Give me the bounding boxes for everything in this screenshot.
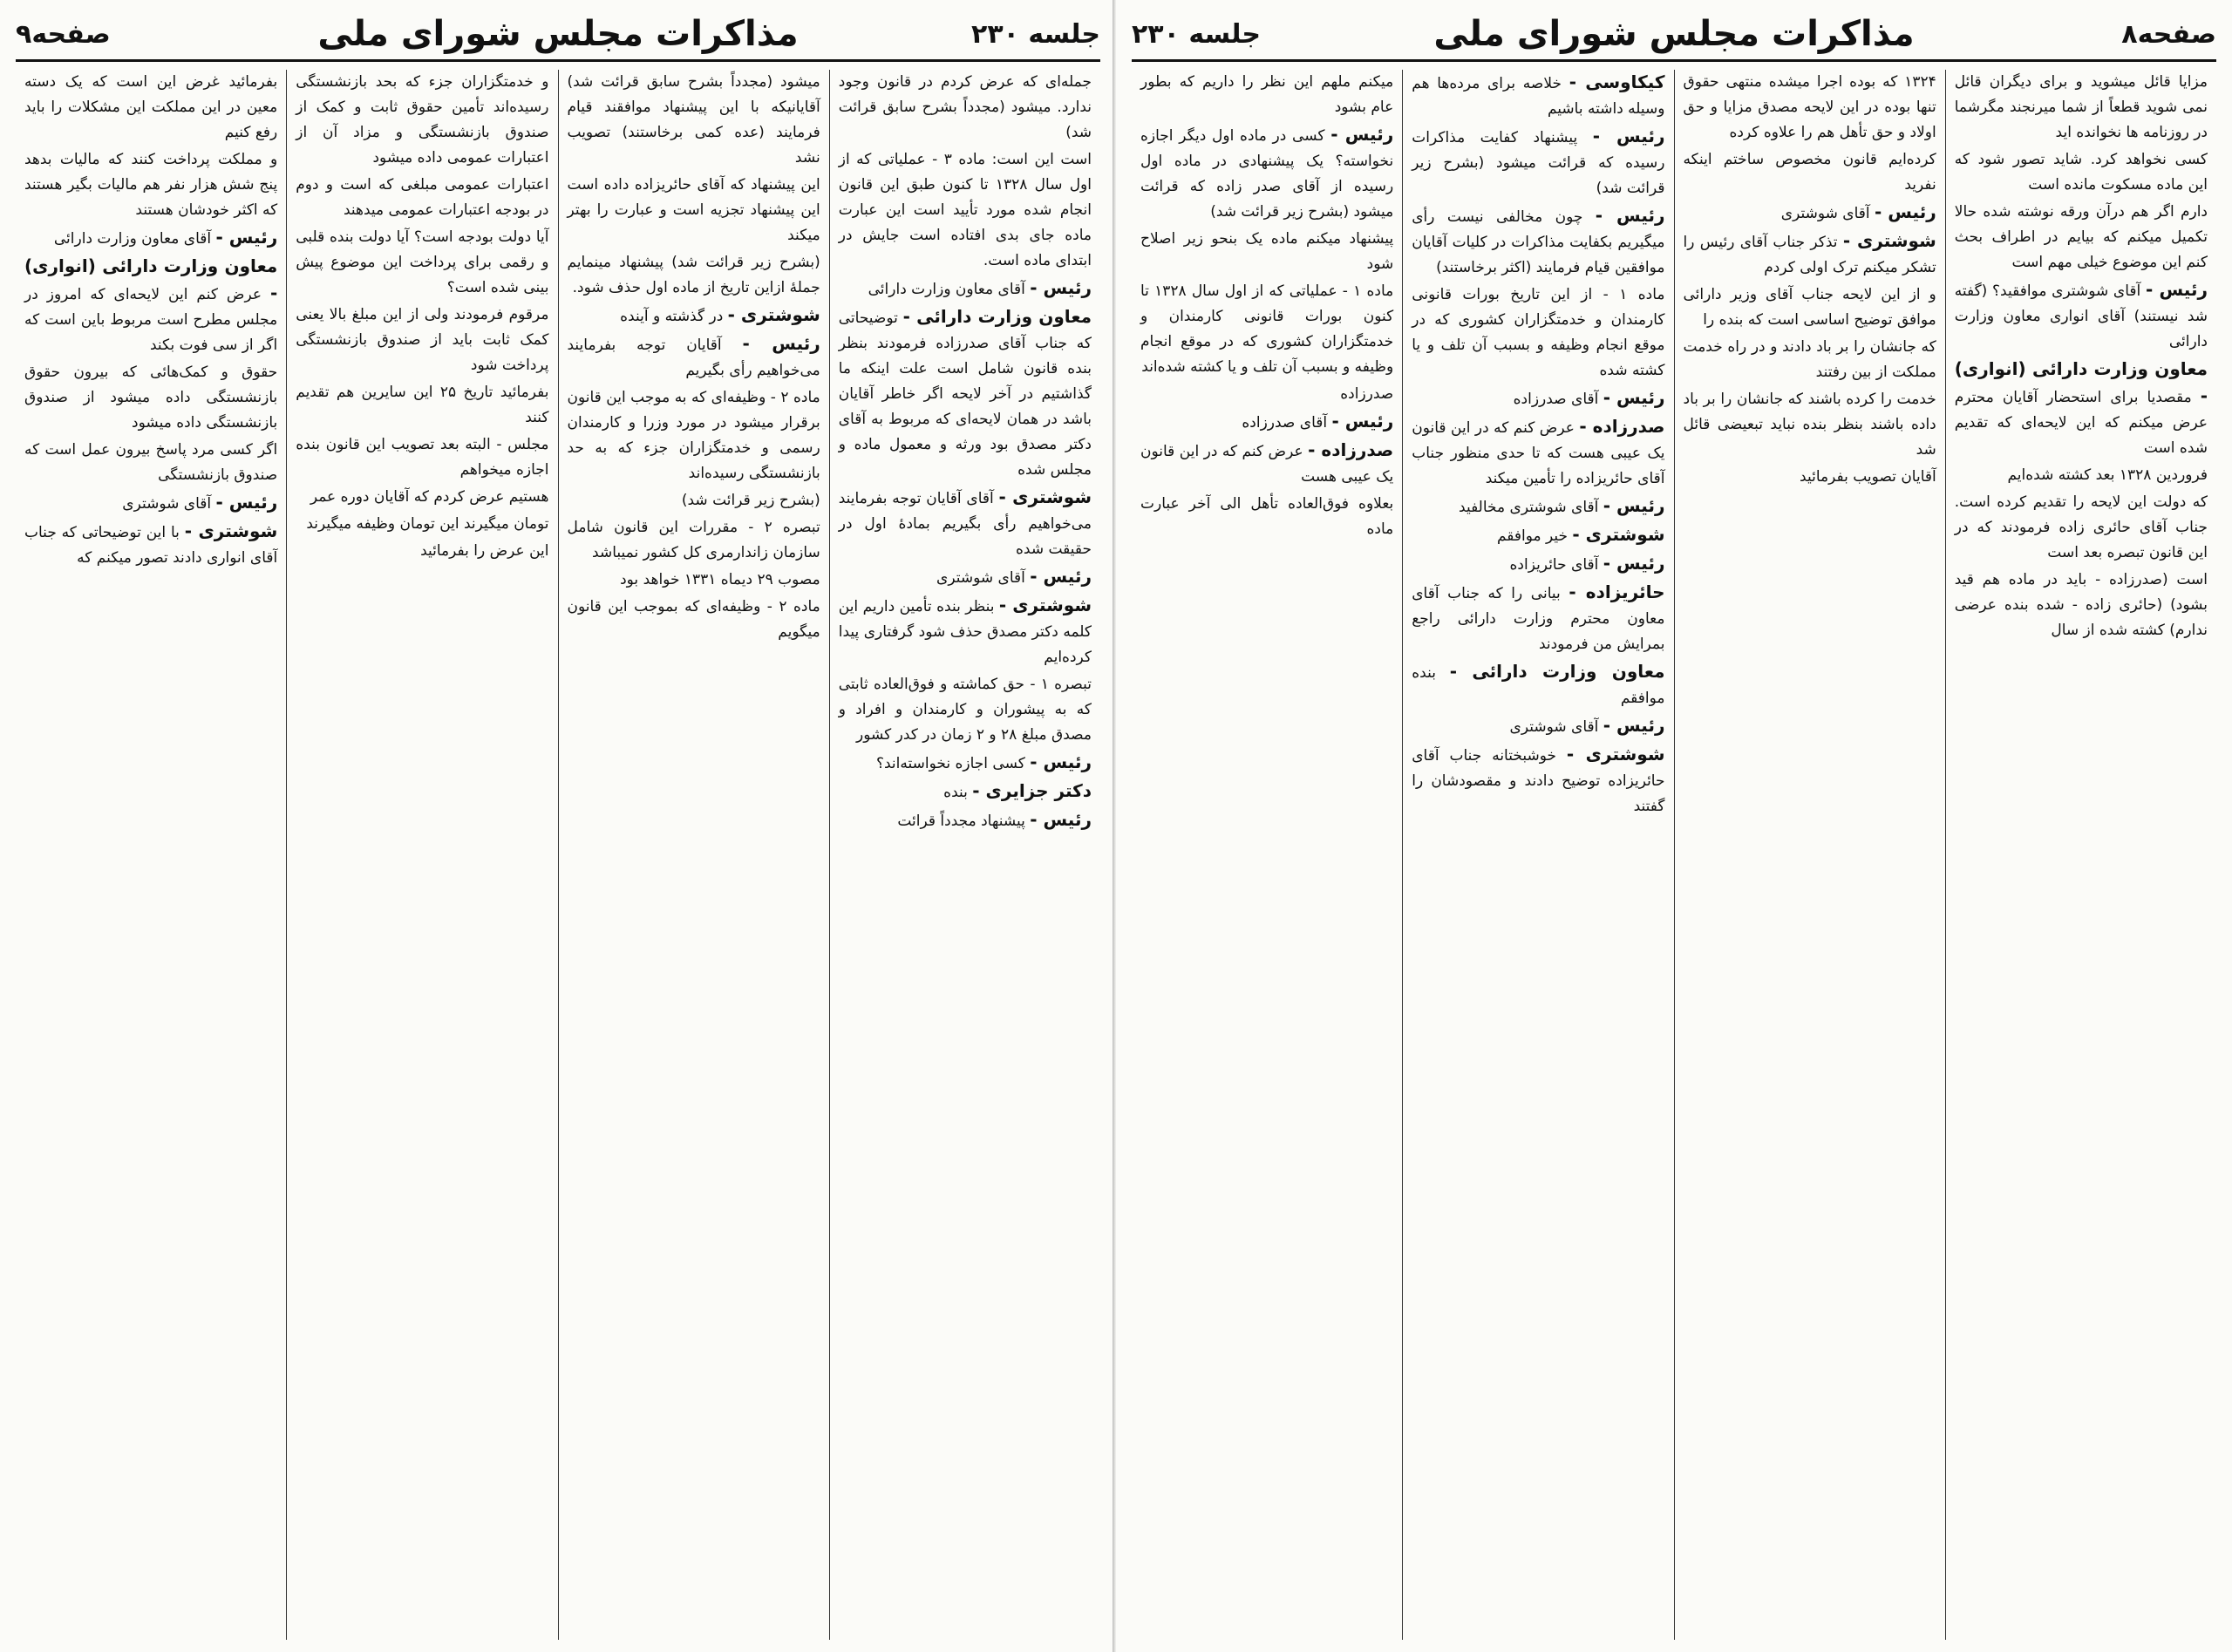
- paragraph: [1955, 200, 2208, 275]
- paragraph-text: بفرمائید غرض این است که یک دسته معین در این مملکت این مشکلات را باید رفع کنیم: [24, 73, 278, 141]
- paragraph: [1955, 277, 2208, 355]
- paragraph: [839, 275, 1092, 303]
- session-number: جلسه ۲۳۰: [1132, 18, 1261, 50]
- speaker-name: شوشتری -: [727, 304, 820, 325]
- paragraph-text: صدرزاده: [1340, 385, 1394, 403]
- paragraph-text: بیانی را که جناب آقای معاون محترم وزارت دارائی راجع بمرایش من فرمودند: [1412, 585, 1665, 653]
- speaker-name: دکتر جزایری -: [972, 780, 1092, 801]
- paragraph: [1684, 200, 1936, 227]
- speaker-name: حائریزاده -: [1569, 581, 1665, 602]
- paragraph: [839, 485, 1092, 562]
- paragraph-text: مزایا قائل میشوید و برای دیگران قائل نمی شوید قطعاً از شما میرنجند مگرشما در روزنامه ها نخوانده اید: [1954, 73, 2208, 141]
- paragraph: [24, 225, 277, 252]
- paragraph-text: کسی نخواهد کرد. شاید تصور شود که این ماده مسکوت مانده است: [1954, 151, 2208, 194]
- paragraph-text: میکنم ملهم این نظر را داریم که بطور عام بشود: [1140, 73, 1394, 116]
- paragraph: [568, 488, 820, 513]
- paragraph-text: چون مخالفی نیست رأی میگیریم بکفایت مذاکرات در کلیات آقایان موافقین قیام فرمایند (اکثر برخاستند): [1412, 208, 1665, 276]
- paragraph-text: این پیشنهاد که آقای حائریزاده داده است این پیشنهاد تجزیه است و عبارت را بهتر میکند: [567, 176, 820, 244]
- paragraph-text: کسی در ماده اول دیگر اجازه نخواسته؟ یک پیشنهادی در ماده اول رسیده از آقای صدر زاده که قرائت میشود (بشرح زیر قرائت شد): [1140, 127, 1394, 221]
- paragraph: [568, 385, 820, 486]
- paragraph-text: پیشنهاد میکنم ماده یک بنحو زیر اصلاح شود: [1140, 230, 1394, 273]
- paragraph-text: با این توضیحاتی که جناب آقای انواری دادند تصور میکنم که: [24, 524, 278, 567]
- speaker-name: رئیس -: [1592, 126, 1665, 146]
- speaker-name: صدرزاده -: [1579, 416, 1665, 437]
- paragraph: [839, 70, 1092, 146]
- paragraph-text: کرده‌ایم قانون مخصوص ساختم اینکه نفرید: [1683, 151, 1936, 194]
- speaker-name: معاون وزارت دارائی -: [902, 306, 1092, 327]
- paragraph: [1412, 522, 1664, 549]
- paragraph-text: دارم اگر هم درآن ورقه نوشته شده حالا تکمیل میکنم که بیایم در اطراف بحث کنم این موضوع خیلی مهم است: [1954, 203, 2208, 271]
- paragraph: [1140, 279, 1393, 380]
- speaker-name: رئیس -: [2145, 279, 2208, 300]
- paragraph: [839, 147, 1092, 274]
- paragraph-text: در گذشته و آینده: [620, 308, 724, 325]
- text-column: [1132, 70, 1402, 1640]
- paragraph: [296, 225, 548, 301]
- speaker-name: رئیس -: [1030, 566, 1092, 587]
- paragraph: [839, 778, 1092, 806]
- paragraph-text: آیا دولت بودجه است؟ آیا دولت بنده قلبی و رقمی برای پرداخت این موضوع پیش بینی شده است؟: [296, 228, 549, 296]
- paragraph: [568, 568, 820, 593]
- paragraph: [24, 254, 277, 358]
- paragraph-text: بفرمائید تاریخ ۲۵ این سایرین هم تقدیم کنند: [296, 384, 549, 426]
- paragraph: [1955, 568, 2208, 643]
- paragraph-text: خوشبختانه جناب آقای حائریزاده توضیح دادند و مقصودشان را گفتند: [1412, 747, 1665, 815]
- paragraph: [1684, 282, 1936, 333]
- session-number: جلسه ۲۳۰: [971, 18, 1100, 50]
- paragraph-text: و از این لایحه جناب آقای وزیر دارائی موافق توضیح اساسی است که بنده را: [1683, 286, 1936, 329]
- paragraph-text: آقای شوشتری مخالفید: [1459, 499, 1599, 516]
- speaker-name: شوشتری -: [1566, 744, 1665, 765]
- paragraph-text: ماده ۲ - وظیفه‌ای که بموجب این قانون میگویم: [567, 598, 820, 641]
- paragraph-text: پیشنهاد مجدداً قرائت: [897, 812, 1025, 830]
- paragraph-text: آقای شوشتری موافقید؟ (گفته شد نیستند) آقای انواری معاون وزارت دارائی: [1954, 282, 2208, 350]
- paragraph-text: است این است: ماده ۳ - عملیاتی که از اول سال ۱۳۲۸ تا کنون طبق این قانون انجام شده مورد تأیید است این عبارت ماده جای بدی افتاده است جایش در ابتدای ماده است.: [838, 151, 1092, 269]
- paragraph: [839, 750, 1092, 777]
- paragraph-text: توضیحاتی که جناب آقای صدرزاده فرمودند بنظر بنده قانون شامل است علت اینکه ما گذاشتیم در آخر لایحه اگر خاطر آقایان باشد در همان لایحه‌ای که مربوط به آقای دکتر مصدق بود ورثه و معمول ماده و مجلس شده: [838, 309, 1092, 479]
- paragraph-text: مصوب ۲۹ دیماه ۱۳۳۱ خواهد بود: [620, 571, 820, 588]
- page-number: صفحه۸: [2121, 18, 2216, 50]
- paragraph-text: آقای صدرزاده: [1513, 391, 1599, 408]
- paragraph: [1412, 713, 1664, 740]
- paragraph-text: عرض کنم که در این قانون یک عیبی هست: [1140, 443, 1394, 486]
- paragraph: [1955, 70, 2208, 146]
- paragraph: [1412, 493, 1664, 520]
- paragraph: [1140, 70, 1393, 120]
- paragraph-text: آقای صدرزاده: [1242, 414, 1328, 432]
- paragraph-text: تبصره ۱ - حق کماشته و فوق‌العاده ثابتی که به پیشوران و کارمندان و افراد و مصدق مبلغ ۲۸ و ۲ زمان در کدر کشور: [838, 676, 1092, 744]
- paragraph-text: آقای شوشتری: [1780, 205, 1870, 222]
- paragraph-text: ۱۳۲۴ که بوده اجرا میشده منتهی حقوق تنها بوده در این لایحه مصدق مزایا و حق اولاد و حق تأهل هم را علاوه کرده: [1683, 73, 1936, 141]
- speaker-name: رئیس -: [742, 333, 820, 354]
- paragraph: [1140, 492, 1393, 542]
- paragraph-text: مرقوم فرمودند ولی از این مبلغ بالا یعنی کمک ثابت باید از صندوق بازنشستگی پرداخت شود: [296, 306, 549, 374]
- text-column: [829, 70, 1100, 1640]
- paragraph: [568, 303, 820, 330]
- paragraph: [1684, 335, 1936, 385]
- paragraph: [568, 331, 820, 384]
- paragraph: [568, 595, 820, 645]
- speaker-name: رئیس -: [1603, 553, 1665, 574]
- paragraph: [568, 70, 820, 171]
- paragraph: [1412, 70, 1664, 122]
- speaker-name: رئیس -: [1595, 205, 1665, 226]
- speaker-name: معاون وزارت دارائی (انواری) -: [1954, 358, 2208, 406]
- paragraph: [1412, 659, 1664, 711]
- speaker-name: معاون وزارت دارائی (انواری) -: [24, 255, 278, 303]
- paragraph: [1684, 70, 1936, 146]
- left-page-columns: [16, 70, 1100, 1640]
- paragraph: [24, 519, 277, 571]
- paragraph-text: آقایان توجه بفرمایند می‌خواهیم رأی بگیریم: [567, 337, 820, 379]
- speaker-name: معاون وزارت دارائی -: [1449, 661, 1665, 682]
- speaker-name: رئیس -: [1030, 277, 1092, 298]
- paragraph: [296, 380, 548, 431]
- paragraph-text: حقوق و کمک‌هائی که بیرون حقوق بازنشستگی داده میشود از صندوق بازنشستگی داده میشود: [24, 364, 278, 432]
- text-column: [1945, 70, 2216, 1640]
- speaker-name: رئیس -: [1330, 124, 1394, 145]
- speaker-name: رئیس -: [1603, 495, 1665, 516]
- paragraph-text: میشود (مجدداً بشرح سابق قرائت شد) آقایانیکه با این پیشنهاد موافقند قیام فرمایند (عده کمی برخاستند) تصویب نشد: [567, 73, 820, 167]
- paragraph: [296, 539, 548, 564]
- paragraph: [568, 515, 820, 566]
- paragraph: [1140, 382, 1393, 407]
- text-column: [558, 70, 829, 1640]
- paragraph-text: آقای حائریزاده: [1509, 556, 1599, 574]
- paragraph-text: بنظر بنده تأمین داریم این کلمه دکتر مصدق حذف شود گرفتاری پیدا کرده‌ایم: [838, 598, 1092, 666]
- speaker-name: کیکاوسی -: [1569, 71, 1665, 92]
- paragraph-text: تومان میگیرند این تومان وظیفه میگیرند: [306, 515, 549, 533]
- paragraph: [296, 303, 548, 378]
- paragraph-text: خیر موافقم: [1496, 527, 1569, 545]
- speaker-name: شوشتری -: [1572, 524, 1665, 545]
- paragraph: [568, 173, 820, 248]
- paragraph-text: بعلاوه فوق‌العاده تأهل الی آخر عبارت ماده: [1140, 495, 1394, 538]
- speaker-name: رئیس -: [1331, 411, 1394, 432]
- speaker-name: رئیس -: [1030, 809, 1092, 830]
- page-title: مذاکرات مجلس شورای ملی: [317, 14, 799, 54]
- speaker-name: رئیس -: [1875, 201, 1936, 222]
- paragraph-text: تبصره ۲ - مقررات این قانون شامل سازمان زاندارمری کل کشور نمیباشد: [567, 519, 820, 561]
- paragraph-text: این عرض را بفرمائید: [420, 542, 549, 560]
- paragraph-text: فروردین ۱۳۲۸ بعد کشته شده‌ایم: [2007, 466, 2208, 484]
- paragraph: [1412, 385, 1664, 412]
- paragraph-text: آقایان تصویب بفرمائید: [1800, 468, 1936, 486]
- paragraph: [24, 147, 277, 223]
- paragraph: [24, 360, 277, 436]
- left-page-header: [16, 9, 1100, 62]
- paragraph-text: هستیم عرض کردم که آقایان دوره عمر: [310, 488, 549, 506]
- paragraph-text: ماده ۱ - عملیاتی که از اول سال ۱۳۲۸ تا کنون بورات قانونی کارمندان و خدمتگزاران کشوری که در موقع انجام وظیفه و بسبب آن تلف و یا کشته شده‌اند: [1140, 282, 1394, 376]
- paragraph: [1412, 124, 1664, 201]
- paragraph: [296, 485, 548, 510]
- paragraph: [24, 438, 277, 488]
- paragraph: [1412, 580, 1664, 657]
- paragraph-text: که جانشان را بر باد دادند و در راه خدمت مملکت از بین رفتند: [1683, 338, 1936, 381]
- paragraph-text: (بشرح زیر قرائت شد) پیشنهاد مینمایم جملهٔ ازاین تاریخ از ماده اول حذف شود.: [567, 254, 820, 296]
- paragraph-text: آقای شوشتری: [122, 495, 212, 513]
- paragraph-text: آقای شوشتری: [936, 569, 1025, 587]
- paragraph-text: کسی اجازه نخواسته‌اند؟: [875, 755, 1025, 772]
- paragraph: [1140, 409, 1393, 436]
- paragraph: [1684, 465, 1936, 490]
- paragraph-text: خدمت را کرده باشند که جانشان را بر باد داده باشند بنظر بنده نباید تبعیضی قائل شد: [1683, 391, 1936, 459]
- paragraph: [1955, 463, 2208, 488]
- paragraph: [1140, 122, 1393, 225]
- paragraph: [839, 593, 1092, 670]
- paragraph-text: و خدمتگزاران جزء که بحد بازنشستگی رسیده‌اند تأمین حقوق ثابت و کمک از صندوق بازنشستگی و مزاد آن از اعتبارات عمومی داده میشود: [296, 73, 549, 167]
- paragraph-text: آقای معاون وزارت دارائی: [868, 281, 1025, 298]
- paragraph: [1684, 147, 1936, 198]
- paragraph: [1412, 282, 1664, 384]
- paragraph: [839, 304, 1092, 483]
- paragraph-text: مقصدیا برای استحضار آقایان محترم عرض میکنم که این لایحه‌ای که تقدیم شده است: [1954, 389, 2208, 457]
- paragraph: [568, 250, 820, 301]
- paragraph-text: عرض کنم این لایحه‌ای که امروز در مجلس مطرح است مربوط باین است که اگر از سی فوت بکند: [24, 286, 278, 354]
- paragraph: [1412, 203, 1664, 281]
- paragraph-text: عرض کنم که در این قانون یک عیبی هست که تا حدی منظور جناب آقای حائریزاده را تأمین میکند: [1412, 419, 1665, 487]
- right-page: [1116, 0, 2232, 1652]
- paragraph: [1955, 357, 2208, 461]
- paragraph-text: که دولت این لایحه را تقدیم کرده است. جناب آقای حائری زاده فرمودند که در این قانون تبصره بعد است: [1954, 493, 2208, 561]
- paragraph-text: مجلس - البته بعد تصویب این قانون بنده اجازه میخواهم: [296, 436, 549, 479]
- paragraph: [1684, 228, 1936, 281]
- speaker-name: شوشتری -: [184, 520, 278, 541]
- paragraph: [24, 490, 277, 517]
- paragraph-text: بنده: [943, 784, 968, 801]
- right-page-header: [1132, 9, 2216, 62]
- speaker-name: شوشتری -: [998, 595, 1092, 615]
- page-title: مذاکرات مجلس شورای ملی: [1433, 14, 1915, 54]
- paragraph-text: پیشنهاد کفایت مذاکرات رسیده که قرائت میشود (بشرح زیر قرائت شد): [1412, 129, 1665, 197]
- paragraph: [1955, 147, 2208, 198]
- speaker-name: رئیس -: [1030, 751, 1092, 772]
- paragraph-text: بنده موافقم: [1412, 664, 1665, 707]
- text-column: [16, 70, 286, 1640]
- text-column: [1402, 70, 1673, 1640]
- paragraph-text: و مملکت پرداخت کنند که مالیات بدهد پنج شش هزار نفر هم مالیات بگیر هستند که اکثر خودشان هستند: [24, 151, 278, 219]
- paragraph: [1412, 742, 1664, 819]
- paragraph: [296, 432, 548, 483]
- page-number: صفحه۹: [16, 18, 111, 50]
- paragraph: [296, 512, 548, 537]
- paragraph-text: ماده ۲ - وظیفه‌ای که به موجب این قانون برقرار میشود در مورد وزرا و کارمندان رسمی و خدمتگزاران جزء که به حد بازنشستگی رسیده‌اند: [567, 389, 820, 482]
- paragraph: [839, 807, 1092, 834]
- speaker-name: رئیس -: [215, 492, 278, 513]
- paragraph-text: آقای معاون وزارت دارائی: [53, 230, 212, 248]
- paragraph: [1140, 227, 1393, 277]
- speaker-name: شوشتری -: [998, 486, 1092, 507]
- speaker-name: صدرزاده -: [1308, 439, 1394, 460]
- text-column: [1674, 70, 1945, 1640]
- paragraph-text: آقای آقایان توجه بفرمایند می‌خواهیم رأی بگیریم بمادهٔ اول در حقیقت شده: [838, 490, 1092, 558]
- paragraph-text: اگر کسی مرد پاسخ بیرون عمل است که صندوق بازنشستگی: [24, 441, 278, 484]
- text-column: [286, 70, 557, 1640]
- paragraph-text: اعتبارات عمومی مبلغی که است و دوم در بودجه اعتبارات عمومی میدهند: [296, 176, 549, 219]
- paragraph: [296, 173, 548, 223]
- paragraph-text: خلاصه برای مرده‌ها هم وسیله داشته باشیم: [1412, 75, 1665, 118]
- paragraph-text: آقای شوشتری: [1509, 718, 1599, 736]
- paragraph-text: جمله‌ای که عرض کردم در قانون وجود ندارد. میشود (مجدداً بشرح سابق قرائت شد): [838, 73, 1092, 141]
- paragraph: [839, 672, 1092, 748]
- paragraph: [839, 564, 1092, 591]
- right-page-columns: [1132, 70, 2216, 1640]
- paragraph-text: (بشرح زیر قرائت شد): [681, 492, 820, 509]
- speaker-name: رئیس -: [1603, 387, 1665, 408]
- paragraph: [296, 70, 548, 171]
- paragraph: [1412, 551, 1664, 578]
- paragraph: [1955, 490, 2208, 566]
- speaker-name: رئیس -: [1603, 715, 1665, 736]
- paragraph-text: تذکر جناب آقای رئیس را تشکر میکنم ترک اولی کردم: [1683, 234, 1936, 276]
- paragraph-text: است (صدرزاده - باید در ماده هم قید بشود) (حائری زاده - شده بنده عرضی ندارم) کشته شده از سال: [1954, 571, 2208, 639]
- paragraph-text: ماده ۱ - از این تاریخ بورات قانونی کارمندان و خدمتگزاران کشوری که در موقع انجام وظیفه و بسبب آن تلف و یا کشته شده: [1412, 286, 1665, 379]
- paragraph: [1412, 414, 1664, 492]
- speaker-name: شوشتری -: [1842, 230, 1936, 251]
- paragraph: [1684, 387, 1936, 463]
- paragraph: [1140, 438, 1393, 490]
- paragraph: [24, 70, 277, 146]
- speaker-name: رئیس -: [215, 227, 278, 248]
